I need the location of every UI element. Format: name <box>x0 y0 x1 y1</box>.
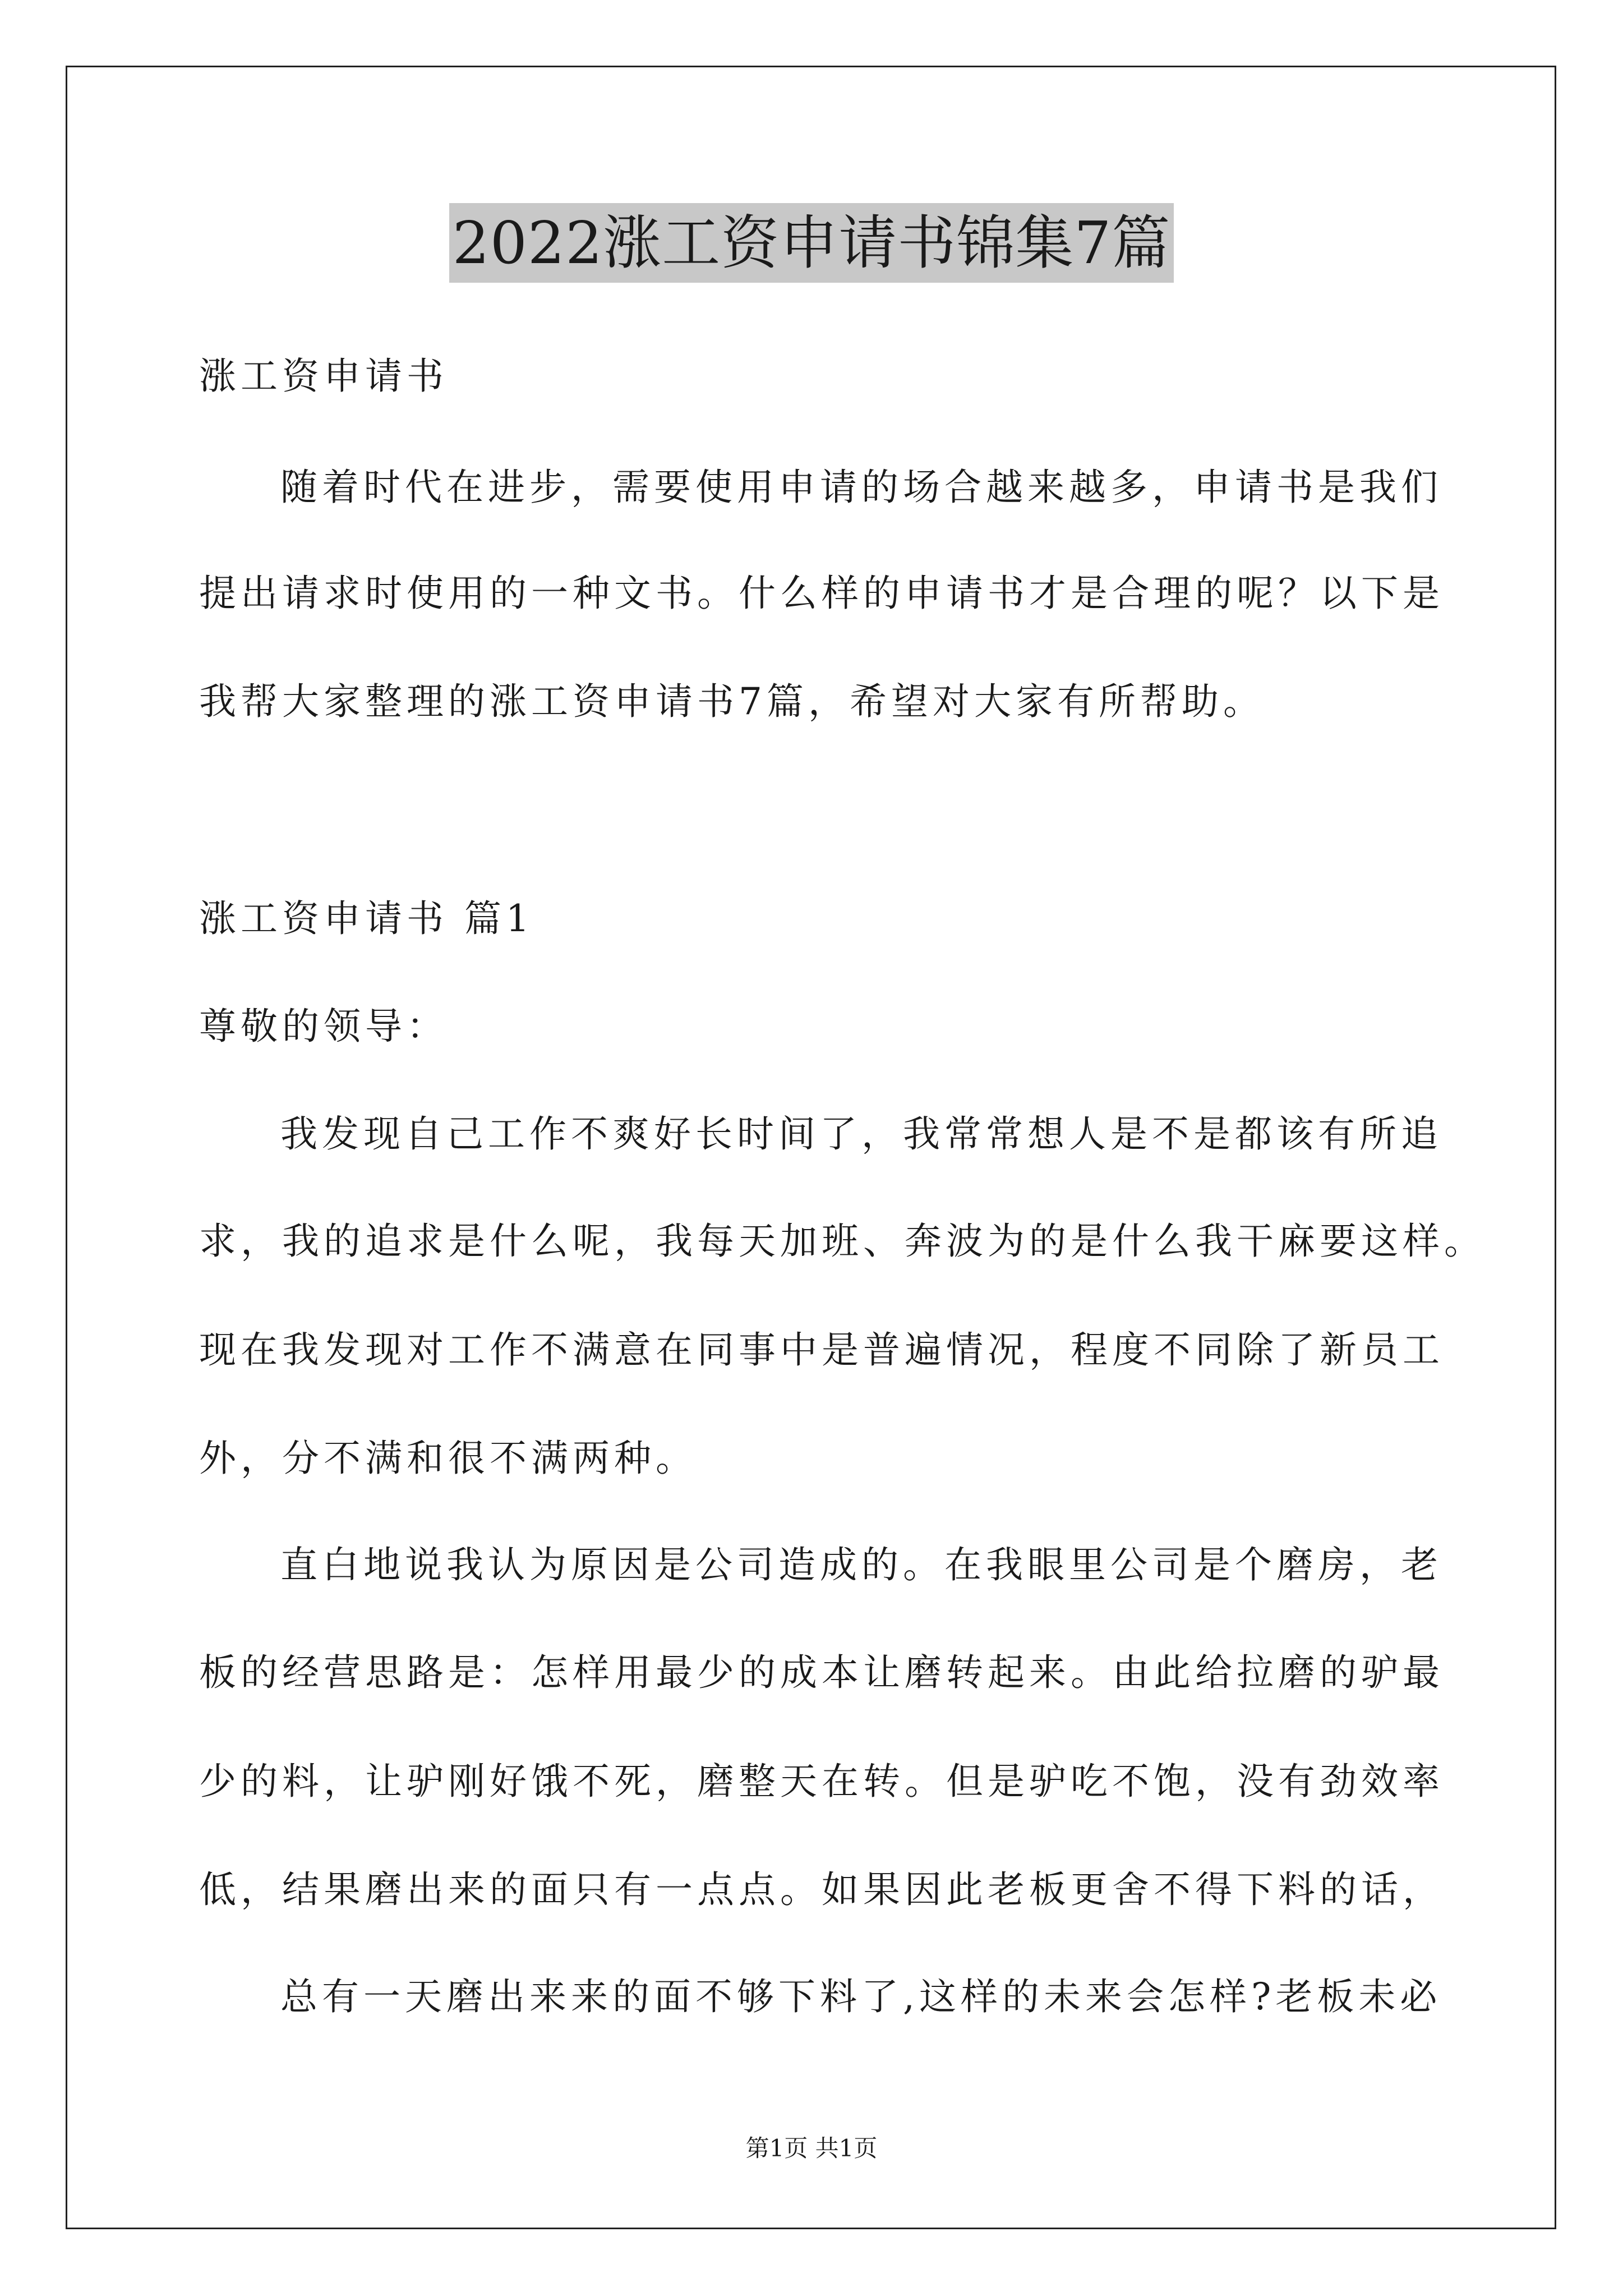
section1-heading: 涨工资申请书 篇1 <box>199 897 534 940</box>
para2-line: 板的经营思路是：怎样用最少的成本让磨转起来。由此给拉磨的驴最 <box>199 1651 1444 1694</box>
para1-line: 我发现自己工作不爽好长时间了，我常常想人是不是都该有所追 <box>280 1112 1442 1156</box>
intro-line: 随着时代在进步，需要使用申请的场合越来越多，申请书是我们 <box>280 466 1442 509</box>
para2-line: 低，结果磨出来的面只有一点点。如果因此老板更舍不得下料的话， <box>199 1868 1444 1911</box>
intro-line: 提出请求时使用的一种文书。什么样的申请书才是合理的呢？以下是 <box>199 572 1444 615</box>
para1-line: 现在我发现对工作不满意在同事中是普遍情况，程度不同除了新员工 <box>199 1328 1444 1372</box>
para2-line: 少的料，让驴刚好饿不死，磨整天在转。但是驴吃不饱，没有劲效率 <box>199 1760 1444 1803</box>
title-container <box>0 203 1623 283</box>
page-footer: 第1页 共1页 <box>745 2134 878 2162</box>
document-title: 2022涨工资申请书锦集7篇 <box>449 203 1174 283</box>
para1-line: 外，分不满和很不满两种。 <box>199 1437 697 1480</box>
para1-line: 求，我的追求是什么呢，我每天加班、奔波为的是什么我干麻要这样。 <box>199 1220 1486 1263</box>
intro-heading: 涨工资申请书 <box>199 355 448 398</box>
para2-line: 直白地说我认为原因是公司造成的。在我眼里公司是个磨房，老 <box>280 1543 1442 1586</box>
intro-line: 我帮大家整理的涨工资申请书7篇，希望对大家有所帮助。 <box>199 680 1265 723</box>
para3-line: 总有一天磨出来来的面不够下料了,这样的未来会怎样?老板未必 <box>280 1975 1442 2018</box>
salutation: 尊敬的领导： <box>199 1005 448 1048</box>
